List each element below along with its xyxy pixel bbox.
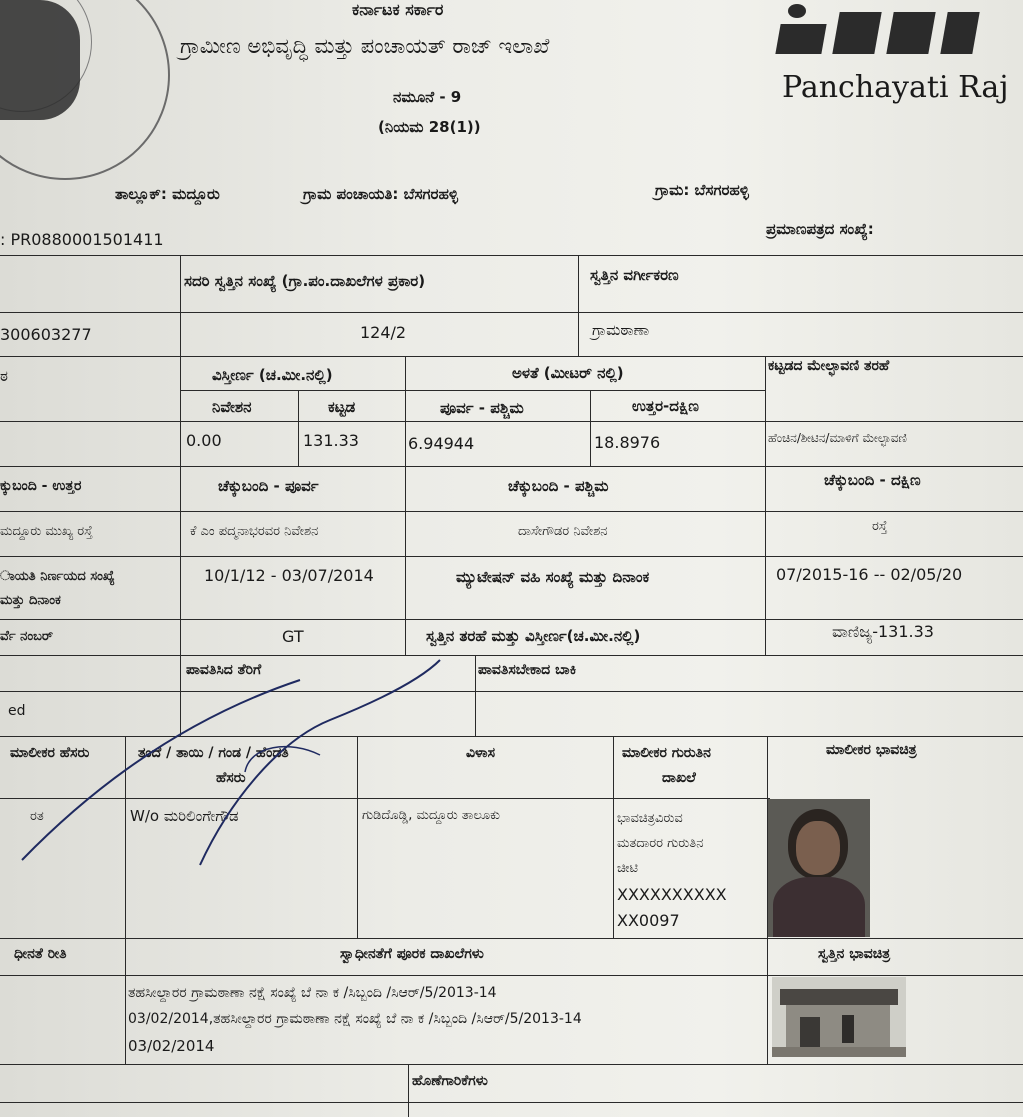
boundary-east-label: ಚೆಕ್ಕುಬಂದಿ - ಪೂರ್ವ [218, 477, 319, 495]
roof-type-value: ಹೆಂಚಿನ/ಶೀಟಿನ/ಮಾಳಿಗೆ ಮೇಲ್ಛಾವಣಿ [768, 431, 907, 445]
property-type-label: ಸ್ವತ್ತಿನ ತರಹೆ ಮತ್ತು ವಿಸ್ತೀರ್ಣ(ಚ.ಮೀ.ನಲ್ಲಿ) [426, 627, 641, 645]
mutation-value: 07/2015-16 -- 02/05/20 [776, 565, 963, 584]
resolution-label-line2: ಮತ್ತು ದಿನಾಂಕ [0, 593, 61, 608]
building-label: ಕಟ್ಟಡ [328, 398, 356, 416]
possession-doc-line3: 03/02/2014 [128, 1037, 215, 1055]
boundary-east-value: ಕೆ ಎಂ ಪದ್ಮನಾಭರವರ ನಿವೇಶನ [190, 524, 319, 539]
property-number-label: ಸದರಿ ಸ್ವತ್ತಿನ ಸಂಖ್ಯೆ (ಗ್ರಾ.ಪಂ.ದಾಖಲೆಗಳ ಪ್ರಕಾರ) [184, 272, 426, 290]
form-number: ನಮೂನೆ - 9 [393, 88, 462, 106]
encumbrance-label: ಹೊಣೆಗಾರಿಕೆಗಳು [412, 1073, 488, 1089]
owner-id-value-line5: XX0097 [617, 911, 680, 930]
possession-doc-line1: ತಹಸೀಲ್ದಾರರ ಗ್ರಾಮಠಾಣಾ ನಕ್ಷೆ ಸಂಖ್ಯೆ ಬೆ ನಾ ಕ /ಸಿಬ್ಬಂದಿ /ಸಿಆರ್/5/2013-14 [128, 985, 497, 1001]
property-photo-label: ಸ್ವತ್ತಿನ ಭಾವಚಿತ್ರ [818, 946, 891, 962]
east-west-label: ಪೂರ್ವ - ಪಶ್ಚಿಮ [440, 399, 524, 417]
relation-label-line2: ಹೆಸರು [216, 770, 246, 786]
owner-name-label: ಮಾಲೀಕರ ಹೆಸರು [10, 745, 90, 761]
building-area-value: 131.33 [303, 431, 359, 450]
owner-address-value: ಗುಡಿದೊಡ್ಡಿ, ಮದ್ದೂರು ತಾಲೂಕು [362, 808, 501, 823]
boundary-west-value: ದಾಸೇಗೌಡರ ನಿವೇಶನ [518, 524, 608, 539]
tax-row-stub: ed [8, 703, 26, 719]
gram-panchayat-text: ಗ್ರಾಮ ಪಂಚಾಯತಿ: ಬೆಸಗರಹಳ್ಳಿ [303, 185, 458, 203]
certificate-number-label: ಪ್ರಮಾಣಪತ್ರದ ಸಂಖ್ಯೆ: [766, 220, 874, 238]
property-id-partial: 300603277 [0, 325, 92, 344]
property-type-value: ವಾಣಿಜ್ಯ-131.33 [832, 622, 934, 641]
resolution-value: 10/1/12 - 03/07/2014 [204, 566, 374, 585]
owner-id-label-line1: ಮಾಲೀಕರ ಗುರುತಿನ [622, 745, 711, 761]
survey-number-value: GT [282, 627, 304, 646]
north-south-value: 18.8976 [594, 433, 661, 452]
pr-number: : PR0880001501411 [0, 230, 164, 249]
possession-doc-line2: 03/02/2014,ತಹಸೀಲ್ದಾರರ ಗ್ರಾಮಠಾಣಾ ನಕ್ಷೆ ಸಂಖ್ಯೆ ಬೆ ನಾ ಕ /ಸಿಬ್ಬಂದಿ /ಸಿಆರ್/5/2013-14 [128, 1011, 582, 1027]
boundary-north-label: ಕ್ಕುಬಂದಿ - ಉತ್ತರ [0, 478, 82, 494]
logo-text: Panchayati Raj [782, 70, 1009, 105]
owner-id-value-line3: ಚೀಟಿ [617, 861, 638, 876]
mutation-label: ಮ್ಯುಟೇಷನ್ ವಹಿ ಸಂಖ್ಯೆ ಮತ್ತು ದಿನಾಂಕ [456, 568, 650, 586]
east-west-value: 6.94944 [408, 434, 475, 453]
address-label: ವಿಳಾಸ [466, 745, 496, 761]
roof-type-label: ಕಟ್ಟಡದ ಮೇಲ್ಛಾವಣಿ ತರಹೆ [768, 358, 890, 374]
row-label-stub: ಠ [0, 367, 8, 385]
village-text: ಗ್ರಾಮ: ಬೆಸಗರಹಳ್ಳಿ [655, 181, 749, 199]
owner-id-value-line2: ಮತದಾರರ ಗುರುತಿನ [617, 836, 704, 851]
site-label: ನಿವೇಶನ [212, 398, 252, 416]
owner-id-value-line1: ಭಾವಚಿತ್ರವಿರುವ [617, 811, 683, 826]
site-area-value: 0.00 [186, 431, 222, 450]
boundary-west-label: ಚೆಕ್ಕುಬಂದಿ - ಪಶ್ಚಿಮ [508, 477, 609, 495]
classification-value: ಗ್ರಾಮಠಾಣಾ [592, 321, 650, 339]
tax-balance-label: ಪಾವತಿಸಬೇಕಾದ ಬಾಕಿ [478, 662, 577, 678]
area-label: ವಿಸ್ತೀರ್ಣ (ಚ.ಮೀ.ನಲ್ಲಿ) [212, 366, 333, 384]
north-south-label: ಉತ್ತರ-ದಕ್ಷಿಣ [632, 397, 699, 415]
owner-name-stub: ರತ [30, 809, 44, 824]
possession-docs-label: ಸ್ವಾಧೀನತೆಗೆ ಪೂರಕ ದಾಖಲೆಗಳು [340, 946, 484, 962]
govt-title: ಕರ್ನಾಟಕ ಸರ್ಕಾರ [352, 0, 444, 19]
boundary-south-value: ರಸ್ತೆ [872, 519, 888, 534]
taluk-text: ತಾಲ್ಲೂಕ್: ಮದ್ದೂರು [115, 185, 220, 203]
owner-id-value-line4: XXXXXXXXXX [617, 885, 727, 904]
rule-number: (ನಿಯಮ 28(1)) [378, 118, 481, 136]
owner-photo-label: ಮಾಲೀಕರ ಭಾವಚಿತ್ರ [826, 742, 917, 758]
survey-number-label: ರ್ವೆ ನಂಬರ್ [0, 629, 54, 644]
measure-label: ಅಳತೆ (ಮೀಟರ್ ನಲ್ಲಿ) [512, 364, 624, 382]
property-number-value: 124/2 [360, 323, 407, 342]
relation-label-line1: ತಂದೆ / ತಾಯಿ / ಗಂಡ / ಹೆಂಡತಿ [138, 745, 289, 761]
classification-label: ಸ್ವತ್ತಿನ ವರ್ಗೀಕರಣ [590, 266, 679, 284]
owner-id-label-line2: ದಾಖಲೆ [662, 770, 696, 786]
boundary-north-value: ಮದ್ದೂರು ಮುಖ್ಯ ರಸ್ತೆ [0, 524, 93, 539]
boundary-south-label: ಚೆಕ್ಕುಬಂದಿ - ದಕ್ಷಿಣ [824, 471, 921, 489]
possession-label: ಧೀನತೆ ರೀತಿ [14, 946, 67, 962]
relation-value: W/o ಮರಿಲಿಂಗೇಗೌಡ [130, 807, 239, 825]
tax-paid-label: ಪಾವತಿಸಿದ ತೆರಿಗೆ [186, 662, 262, 678]
resolution-label-line1: ಾಯತಿ ನಿರ್ಣಯದ ಸಂಖ್ಯೆ [0, 569, 115, 584]
department-title: ಗ್ರಾಮೀಣ ಅಭಿವೃದ್ಧಿ ಮತ್ತು ಪಂಚಾಯತ್ ರಾಜ್ ಇಲಾಖೆ [180, 34, 550, 58]
